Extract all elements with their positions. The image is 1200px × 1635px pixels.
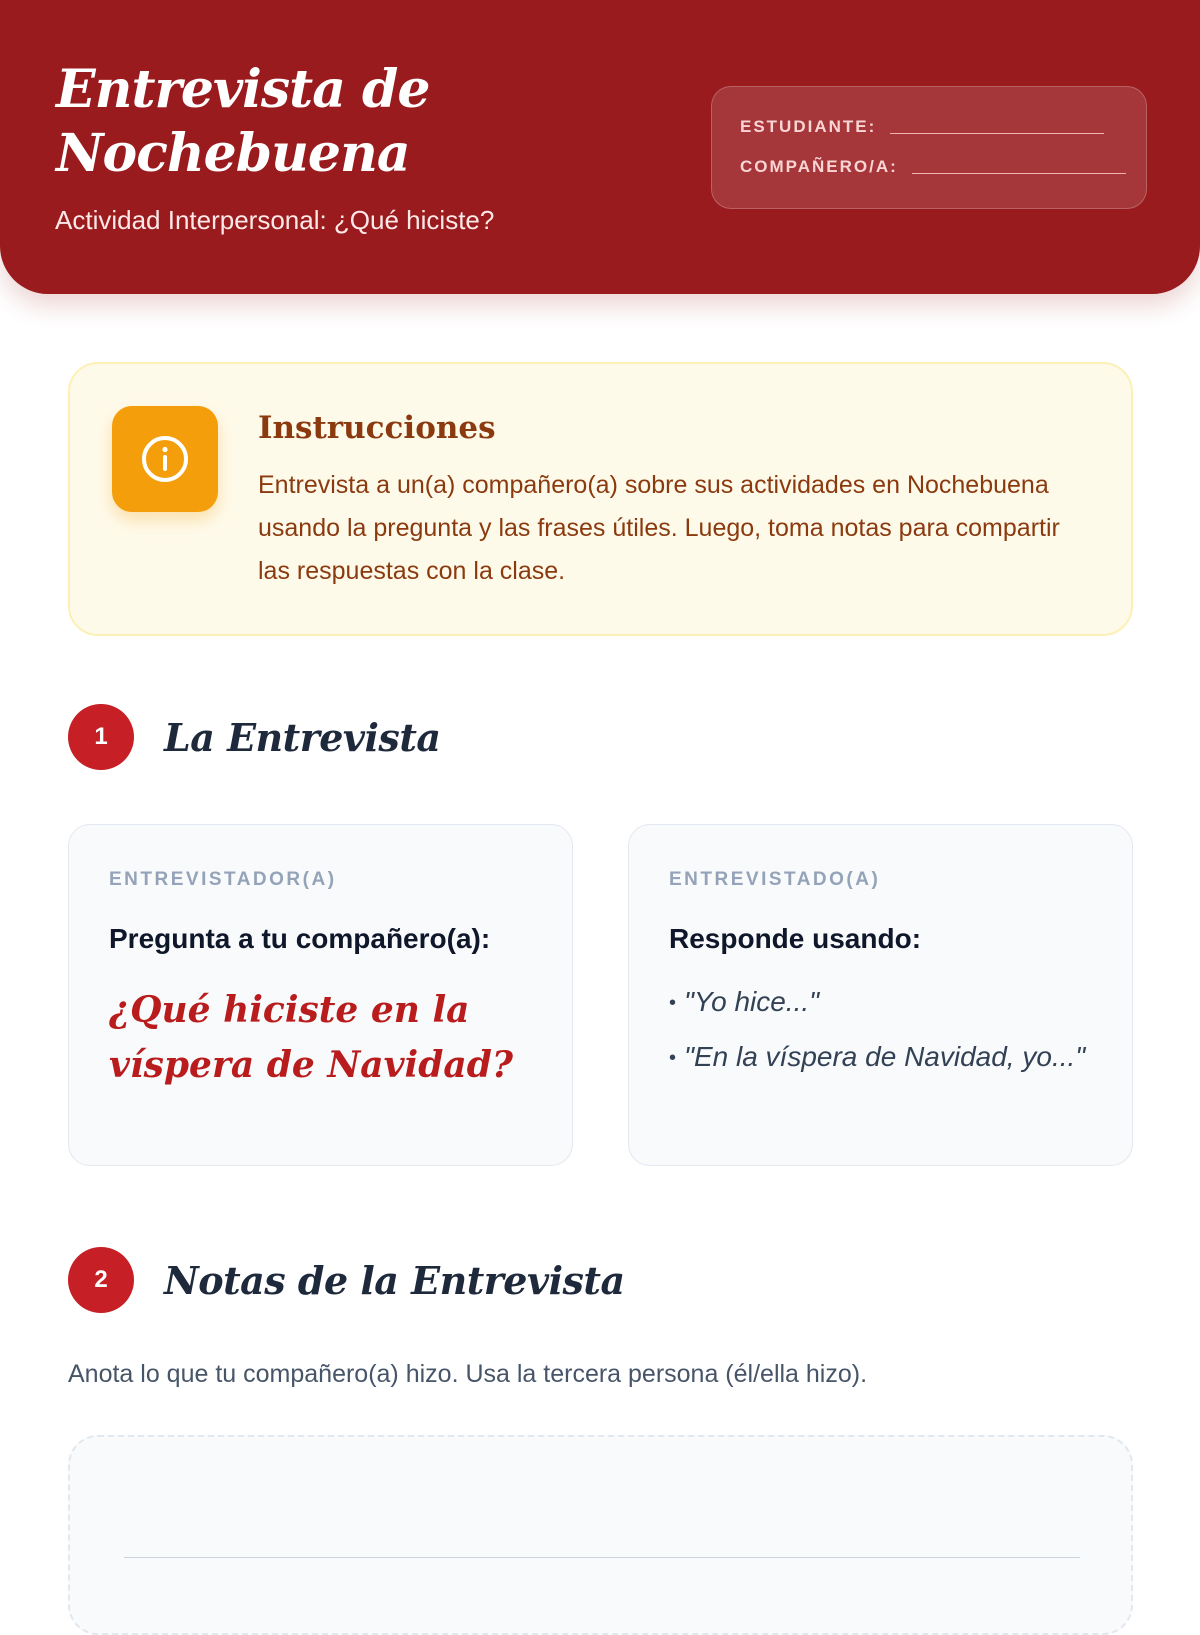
partner-label: COMPAÑERO/A: — [740, 157, 898, 176]
interviewee-heading: Responde usando: — [669, 923, 922, 954]
info-icon — [112, 406, 218, 512]
bullet-icon: • — [669, 992, 677, 1015]
section-title: Notas de la Entrevista — [164, 1257, 625, 1303]
interviewer-label: ENTREVISTADOR(A) — [109, 869, 337, 890]
page-header — [0, 0, 1200, 294]
list-item — [669, 985, 1099, 1020]
student-row — [740, 117, 1104, 137]
section-number-badge: 1 — [68, 704, 134, 770]
interviewee-label: ENTREVISTADO(A) — [669, 869, 881, 890]
instructions-card — [68, 362, 1133, 636]
partner-name-field[interactable] — [912, 173, 1126, 174]
section-title: La Entrevista — [164, 714, 441, 760]
student-label: ESTUDIANTE: — [740, 117, 877, 136]
instructions-title: Instrucciones — [258, 410, 496, 446]
interviewer-heading: Pregunta a tu compañero(a): — [109, 923, 491, 954]
writing-line[interactable] — [124, 1557, 1080, 1558]
instructions-text: Entrevista a un(a) compañero(a) sobre sus actividades en Nochebuena usando la pregunta y las frases útiles. Luego, toma notas para compartir las respuestas con la clase. — [258, 471, 1060, 585]
page-title: Entrevista de Nochebuena — [56, 59, 430, 184]
interviewee-card — [628, 824, 1133, 1166]
student-info-box — [711, 86, 1147, 209]
phrase-text: "Yo hice..." — [684, 986, 820, 1017]
student-name-field[interactable] — [890, 133, 1104, 134]
notes-description: Anota lo que tu compañero(a) hizo. Usa la tercera persona (él/ella hizo). — [68, 1360, 868, 1388]
section-interview-header — [68, 704, 441, 770]
partner-row — [740, 157, 1126, 177]
section-notes-header — [68, 1247, 625, 1313]
section-number-badge: 2 — [68, 1247, 134, 1313]
interviewer-card — [68, 824, 573, 1166]
phrase-text: "En la víspera de Navidad, yo..." — [684, 1041, 1086, 1073]
list-item — [669, 1040, 1099, 1075]
notes-area[interactable] — [68, 1435, 1133, 1635]
bullet-icon: • — [669, 1047, 677, 1070]
interview-question: ¿Qué hiciste en la víspera de Navidad? — [109, 989, 513, 1086]
response-phrases — [669, 985, 1099, 1095]
page-subtitle: Actividad Interpersonal: ¿Qué hiciste? — [55, 205, 495, 235]
